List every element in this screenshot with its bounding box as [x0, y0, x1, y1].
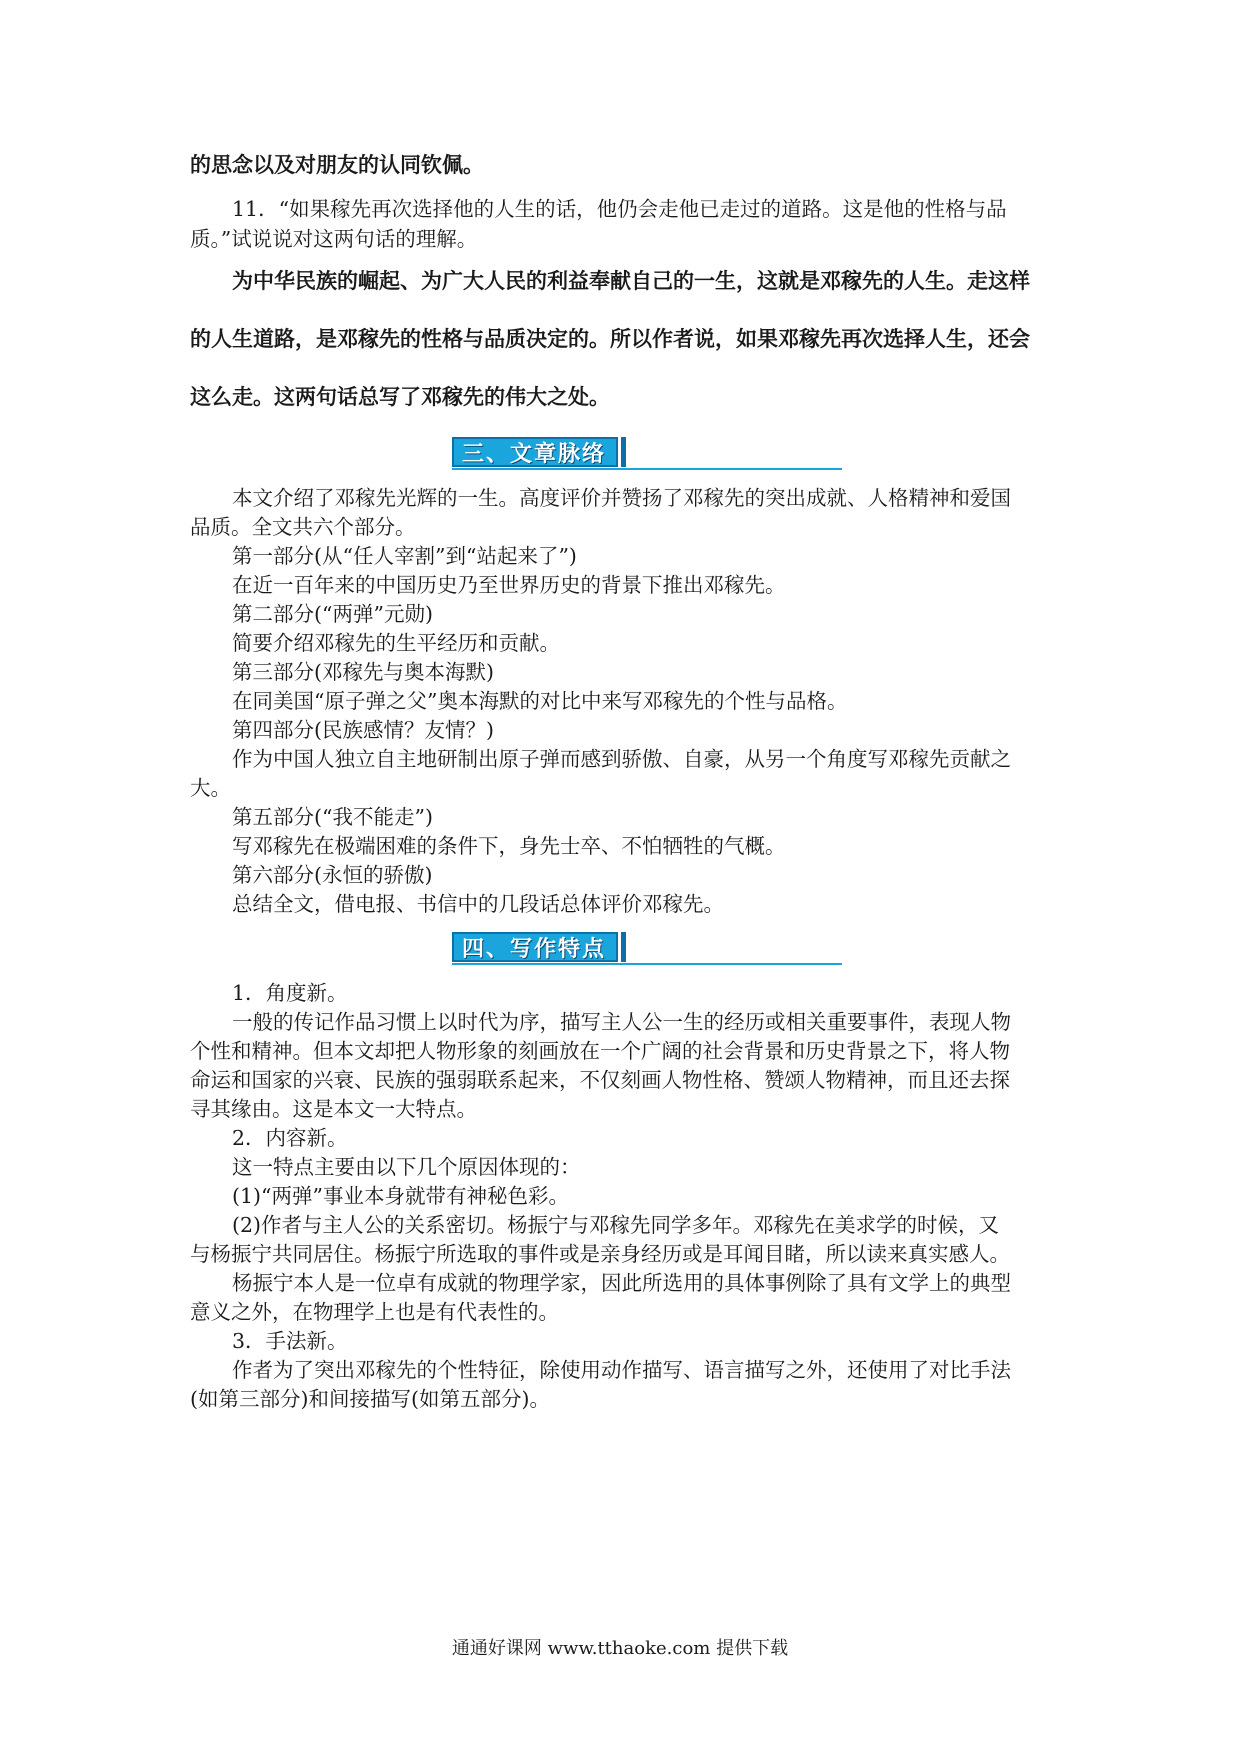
part-1-title: 第一部分(从“任人宰割”到“站起来了”) — [232, 544, 577, 568]
feature-2-text: 意义之外，在物理学上也是有代表性的。 — [190, 1300, 559, 1324]
part-6-title: 第六部分(永恒的骄傲) — [232, 863, 433, 887]
feature-2-text: 杨振宁本人是一位卓有成就的物理学家，因此所选用的具体事例除了具有文学上的典型 — [232, 1271, 1011, 1295]
part-5-title: 第五部分(“我不能走”) — [232, 805, 433, 829]
feature-1-text: 个性和精神。但本文却把人物形象的刻画放在一个广阔的社会背景和历史背景之下，将人物 — [190, 1039, 1010, 1063]
section-title-box — [452, 437, 618, 467]
page-footer: 通通好课网 www.tthaoke.com 提供下载 — [451, 1638, 789, 1659]
header-accent-bar — [621, 932, 626, 962]
feature-1-text: 命运和国家的兴衰、民族的强弱联系起来，不仅刻画人物性格、赞颂人物精神，而且还去探 — [190, 1068, 1010, 1092]
part-6-desc: 总结全文，借电报、书信中的几段话总体评价邓稼先。 — [232, 892, 724, 916]
header-accent-bar — [621, 437, 626, 467]
answer-11-line-2: 的人生道路，是邓稼先的性格与品质决定的。所以作者说，如果邓稼先再次选择人生，还会 — [190, 327, 1030, 351]
feature-2-point-2-cont: 与杨振宁共同居住。杨振宁所选取的事件或是亲身经历或是耳闻目睹，所以读来真实感人。 — [190, 1242, 1010, 1266]
part-3-title: 第三部分(邓稼先与奥本海默) — [232, 660, 494, 684]
feature-3-title: 3．手法新。 — [232, 1329, 348, 1353]
section-header-features — [452, 932, 842, 968]
part-5-desc: 写邓稼先在极端困难的条件下，身先士卒、不怕牺牲的气概。 — [232, 834, 786, 858]
feature-3-text: (如第三部分)和间接描写(如第五部分)。 — [190, 1387, 550, 1411]
section-title-box — [452, 932, 618, 962]
part-2-title: 第二部分(“两弹”元勋) — [232, 602, 433, 626]
part-2-desc: 简要介绍邓稼先的生平经历和贡献。 — [232, 631, 560, 655]
feature-2-point-2: (2)作者与主人公的关系密切。杨振宁与邓稼先同学多年。邓稼先在美求学的时候，又 — [232, 1213, 1000, 1237]
part-1-desc: 在近一百年来的中国历史乃至世界历史的背景下推出邓稼先。 — [232, 573, 786, 597]
feature-2-text: 这一特点主要由以下几个原因体现的： — [232, 1155, 581, 1179]
header-underline — [452, 963, 842, 965]
part-4-desc: 作为中国人独立自主地研制出原子弹而感到骄傲、自豪，从另一个角度写邓稼先贡献之 — [232, 747, 1011, 771]
feature-3-text: 作者为了突出邓稼先的个性特征，除使用动作描写、语言描写之外，还使用了对比手法 — [232, 1358, 1011, 1382]
question-11-text: 11．“如果稼先再次选择他的人生的话，他仍会走他已走过的道路。这是他的性格与品 — [232, 197, 1007, 221]
feature-1-title: 1．角度新。 — [232, 981, 348, 1005]
summary-text-line: 品质。全文共六个部分。 — [190, 515, 416, 539]
part-4-title: 第四部分(民族感情？友情？) — [232, 718, 494, 742]
feature-1-text: 一般的传记作品习惯上以时代为序，描写主人公一生的经历或相关重要事件，表现人物 — [232, 1010, 1011, 1034]
header-underline — [452, 468, 842, 470]
part-4-desc-cont: 大。 — [190, 776, 231, 800]
section-header-structure — [452, 437, 842, 473]
summary-text-line: 本文介绍了邓稼先光辉的一生。高度评价并赞扬了邓稼先的突出成就、人格精神和爱国 — [232, 486, 1011, 510]
part-3-desc: 在同美国“原子弹之父”奥本海默的对比中来写邓稼先的个性与品格。 — [232, 689, 848, 713]
section-title: 四、写作特点 — [462, 936, 607, 962]
answer-11-line-1: 为中华民族的崛起、为广大人民的利益奉献自己的一生，这就是邓稼先的人生。走这样 — [232, 269, 1030, 293]
section-title: 三、文章脉络 — [462, 441, 607, 467]
answer-11-line-3: 这么走。这两句话总写了邓稼先的伟大之处。 — [190, 385, 610, 409]
feature-1-text: 寻其缘由。这是本文一大特点。 — [190, 1097, 477, 1121]
question-11-text-cont: 质。”试说说对这两句话的理解。 — [190, 227, 478, 251]
feature-2-point-1: (1)“两弹”事业本身就带有神秘色彩。 — [232, 1184, 569, 1208]
answer-text-line: 的思念以及对朋友的认同钦佩。 — [190, 153, 484, 177]
feature-2-title: 2．内容新。 — [232, 1126, 348, 1150]
